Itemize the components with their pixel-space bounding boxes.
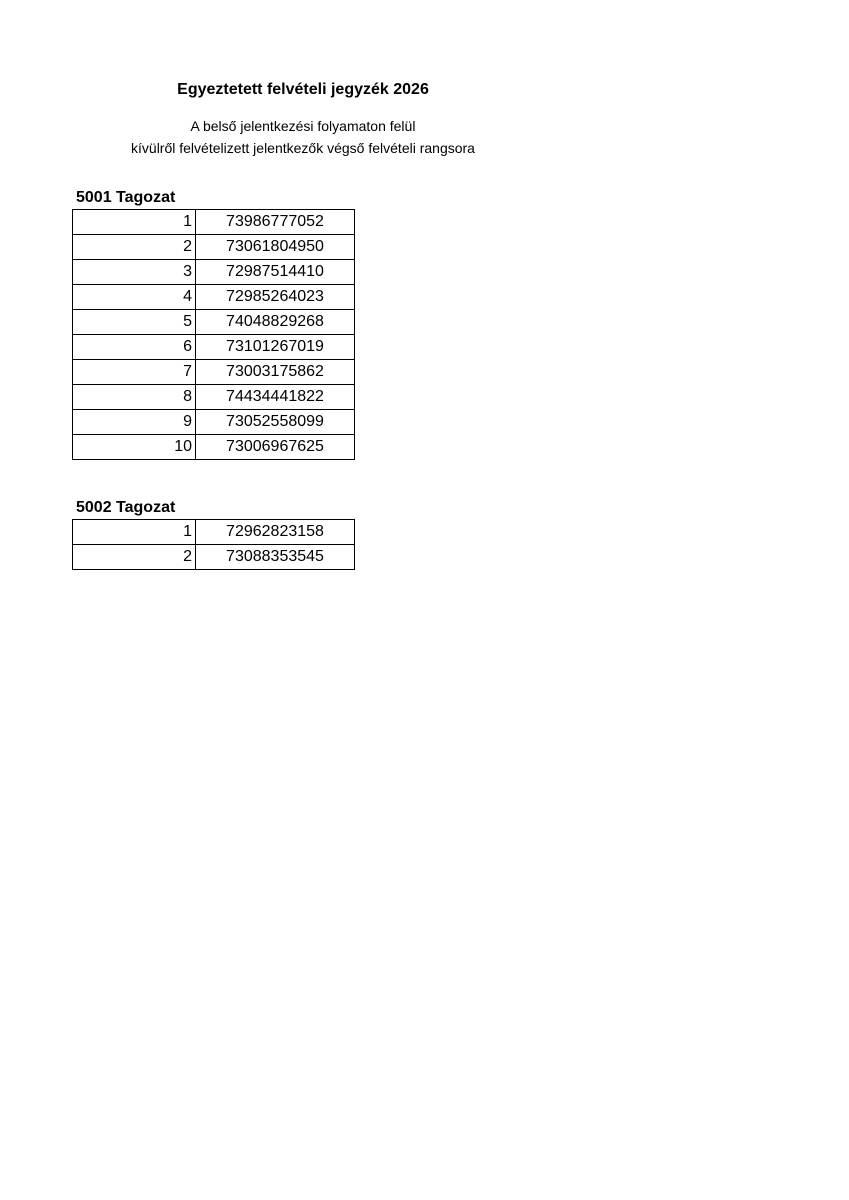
applicant-code-cell: 73101267019: [196, 335, 355, 360]
section-title: 5001 Tagozat: [76, 189, 176, 206]
applicant-code-cell: 73061804950: [196, 235, 355, 260]
table-row: [73, 385, 355, 410]
table-row: [73, 310, 355, 335]
table-row: [73, 285, 355, 310]
ranking-table: [72, 209, 355, 460]
table-row: [73, 335, 355, 360]
rank-cell: 7: [73, 360, 196, 385]
applicant-code-cell: 73088353545: [196, 545, 355, 570]
rank-cell: 3: [73, 260, 196, 285]
section-5002: [72, 497, 354, 570]
table-row: [73, 520, 355, 545]
applicant-code-cell: 72962823158: [196, 520, 355, 545]
ranking-table: [72, 519, 355, 570]
applicant-code-cell: 73052558099: [196, 410, 355, 435]
rank-cell: 1: [73, 520, 196, 545]
applicant-code-cell: 72985264023: [196, 285, 355, 310]
rank-cell: 2: [73, 235, 196, 260]
table-row: [73, 435, 355, 460]
rank-cell: 10: [73, 435, 196, 460]
applicant-code-cell: 72987514410: [196, 260, 355, 285]
applicant-code-cell: 74048829268: [196, 310, 355, 335]
table-row: [73, 545, 355, 570]
table-row: [73, 260, 355, 285]
rank-cell: 8: [73, 385, 196, 410]
document-title: Egyeztetett felvételi jegyzék 2026: [177, 81, 429, 98]
rank-cell: 4: [73, 285, 196, 310]
applicant-code-cell: 74434441822: [196, 385, 355, 410]
table-row: [73, 360, 355, 385]
table-row: [73, 210, 355, 235]
applicant-code-cell: 73986777052: [196, 210, 355, 235]
document-subtitle-line-2: kívülről felvételizett jelentkezők végső felvételi rangsora: [131, 140, 475, 156]
document-subtitle-line-1: A belső jelentkezési folyamaton felül: [190, 118, 416, 134]
section-5001: [72, 187, 354, 460]
applicant-code-cell: 73006967625: [196, 435, 355, 460]
rank-cell: 5: [73, 310, 196, 335]
section-title: 5002 Tagozat: [76, 499, 176, 516]
applicant-code-cell: 73003175862: [196, 360, 355, 385]
rank-cell: 6: [73, 335, 196, 360]
table-row: [73, 235, 355, 260]
table-row: [73, 410, 355, 435]
rank-cell: 2: [73, 545, 196, 570]
rank-cell: 9: [73, 410, 196, 435]
rank-cell: 1: [73, 210, 196, 235]
